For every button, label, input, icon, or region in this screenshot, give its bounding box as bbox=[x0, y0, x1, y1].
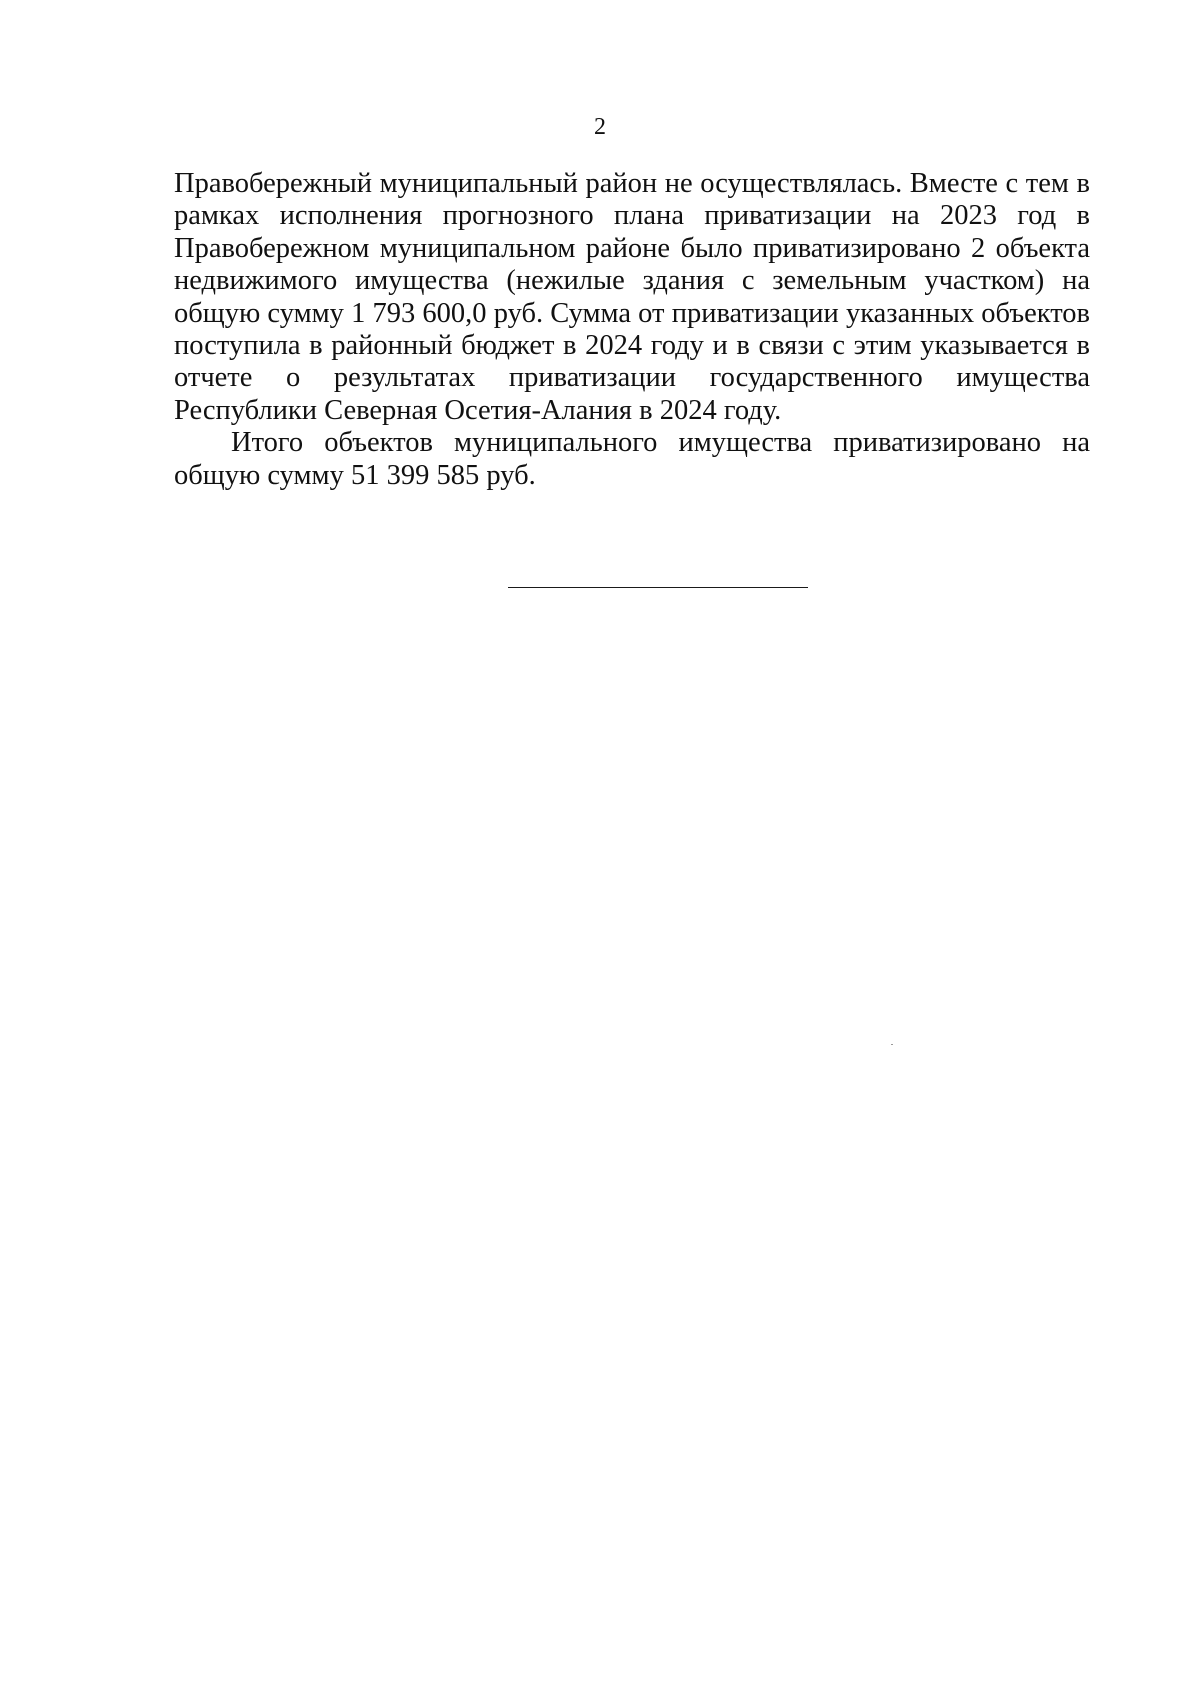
end-of-document-rule bbox=[508, 587, 808, 588]
paragraph-total-sum bbox=[174, 427, 1090, 492]
text-line: Республики Северная Осетия-Алания в 2024 году. bbox=[174, 394, 782, 426]
text-line: общую сумму 51 399 585 руб. bbox=[174, 459, 536, 491]
text-line: Правобережный муниципальный район не осуществлялась. Вместе с тем в bbox=[174, 168, 1090, 199]
text-line: недвижимого имущества (нежилые здания с земельным участком) на bbox=[174, 265, 1090, 297]
paragraph-privatization-details bbox=[174, 168, 1090, 427]
document-body bbox=[174, 168, 1090, 492]
text-line: поступила в районный бюджет в 2024 году и в связи с этим указывается в bbox=[174, 330, 1090, 362]
text-line: рамках исполнения прогнозного плана приватизации на 2023 год в bbox=[174, 200, 1090, 232]
text-line: Правобережном муниципальном районе было приватизировано 2 объекта bbox=[174, 232, 1090, 264]
text-line: Итого объектов муниципального имущества приватизировано на bbox=[231, 427, 1090, 459]
text-line: общую сумму 1 793 600,0 руб. Сумма от приватизации указанных объектов bbox=[174, 297, 1090, 329]
page-number: 2 bbox=[594, 114, 606, 140]
text-line: отчете о результатах приватизации государственного имущества bbox=[174, 362, 1090, 394]
scan-speck bbox=[891, 1044, 893, 1045]
